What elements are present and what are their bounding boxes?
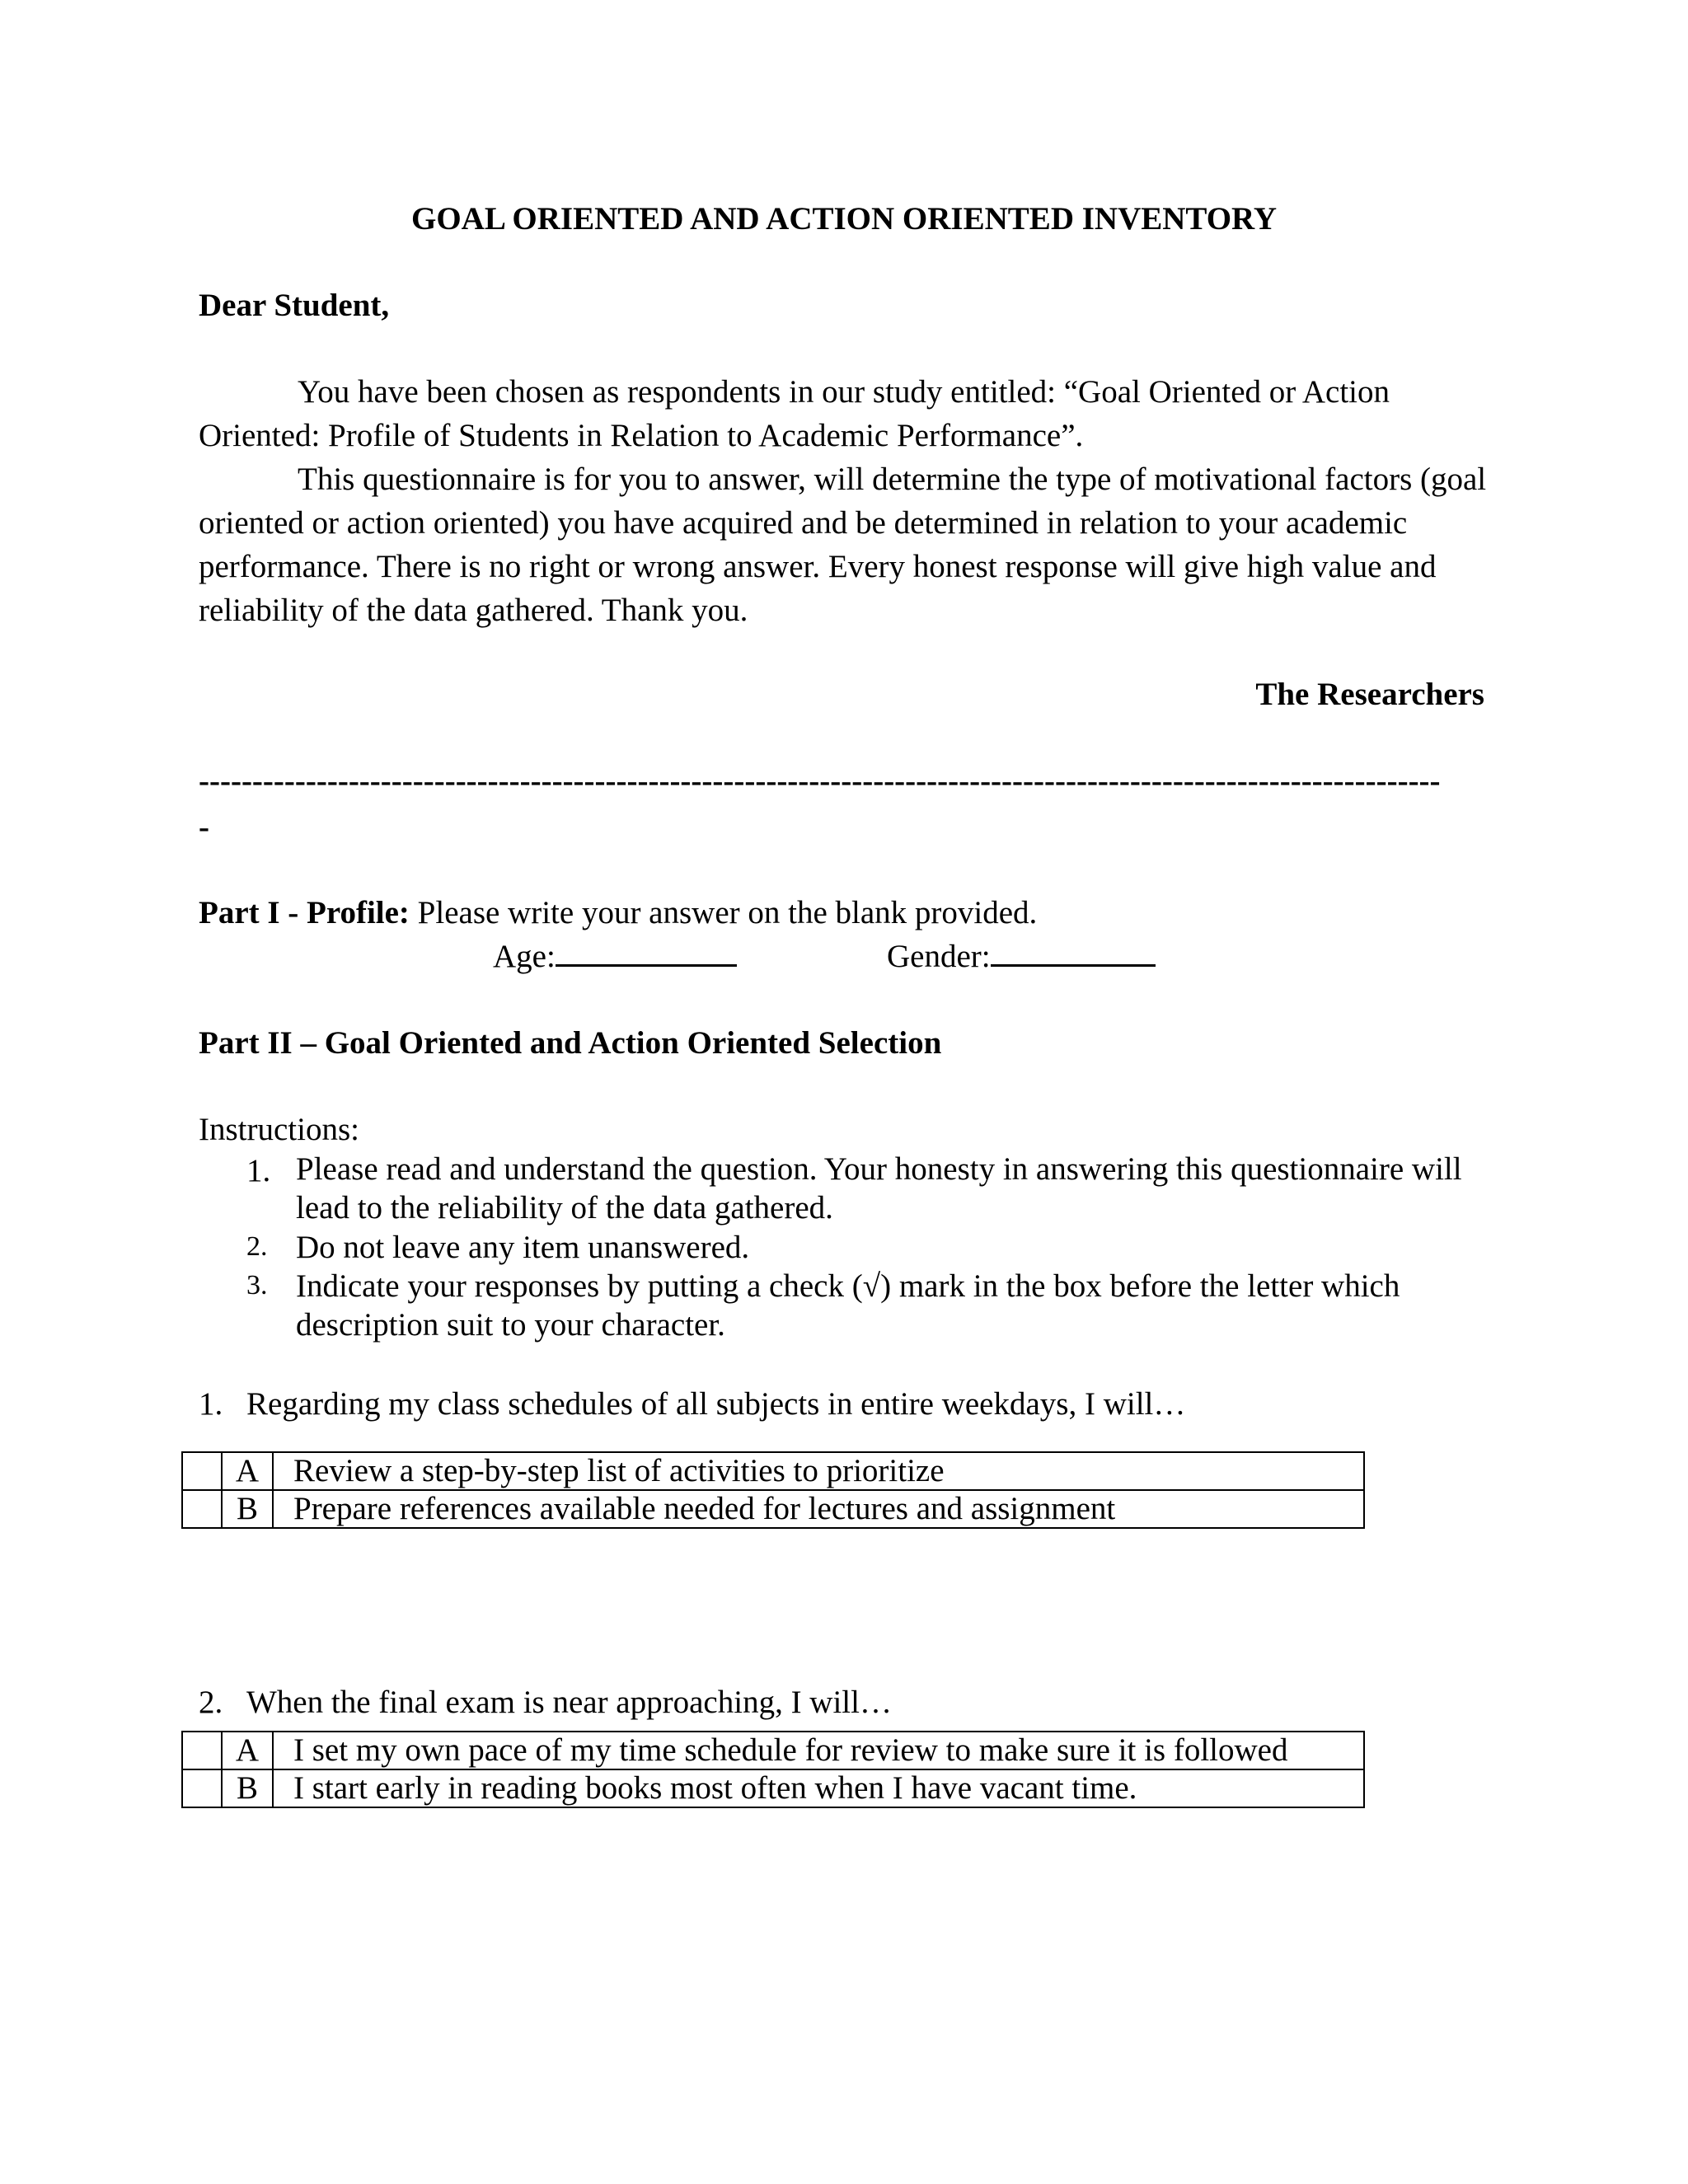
option-checkbox[interactable]: [182, 1490, 222, 1528]
option-text: I start early in reading books most often when I have vacant time.: [273, 1769, 1364, 1807]
option-text: I set my own pace of my time schedule for review to make sure it is followed: [273, 1732, 1364, 1769]
part2-heading: Part II – Goal Oriented and Action Oriented Selection: [199, 1025, 942, 1061]
question-1-options: [181, 1451, 1365, 1529]
gender-field[interactable]: [887, 935, 1156, 979]
option-row: [182, 1490, 1364, 1528]
instruction-text: Please read and understand the question. Your honesty in answering this questionnaire will lead to the reliability of the data gathered.: [296, 1151, 1462, 1226]
part1-instruction: Please write your answer on the blank provided.: [409, 895, 1038, 930]
instructions-label: Instructions:: [199, 1112, 359, 1147]
option-checkbox[interactable]: [182, 1769, 222, 1807]
question-2: [199, 1681, 892, 1725]
question-text: Regarding my class schedules of all subjects in entire weekdays, I will…: [246, 1386, 1186, 1422]
divider-line: --------------------------------------------------------------------------------------------------------------------: [199, 763, 1441, 799]
question-number: 2.: [199, 1685, 223, 1720]
option-checkbox[interactable]: [182, 1452, 222, 1490]
intro-paragraph-2-text: This questionnaire is for you to answer, will determine the type of motivational factors (goal oriented or action oriented) you have acquired and be determined in relation to your academic performance. There is no right or wrong answer. Every honest response will give high value and reliability of the data gathered. Thank you.: [199, 462, 1487, 628]
option-checkbox[interactable]: [182, 1732, 222, 1769]
instruction-text: Indicate your responses by putting a check (√) mark in the box before the letter which description suit to your character.: [296, 1268, 1400, 1343]
instruction-number: 2.: [246, 1231, 268, 1262]
age-label: Age:: [493, 939, 556, 975]
salutation: Dear Student,: [199, 288, 390, 323]
question-2-options: [181, 1731, 1365, 1808]
signature: The Researchers: [1255, 677, 1484, 712]
instruction-number: 3.: [246, 1270, 268, 1301]
option-letter: B: [222, 1769, 273, 1807]
part1-section: [199, 892, 1037, 935]
option-letter: A: [222, 1732, 273, 1769]
option-text: Prepare references available needed for lectures and assignment: [273, 1490, 1364, 1528]
option-letter: A: [222, 1452, 273, 1490]
part1-heading: Part I - Profile:: [199, 895, 410, 930]
option-row: [182, 1732, 1364, 1769]
age-field[interactable]: [493, 935, 737, 979]
page-title: GOAL ORIENTED AND ACTION ORIENTED INVENTORY: [410, 201, 1278, 237]
question-text: When the final exam is near approaching, I will…: [246, 1685, 892, 1720]
intro-paragraph-1: [199, 370, 1493, 457]
divider-line-end: -: [199, 809, 209, 845]
intro-paragraph-1-text: You have been chosen as respondents in our study entitled: “Goal Oriented or Action Oriented: Profile of Students in Relation to Academic Performance”.: [199, 374, 1390, 453]
instruction-number: 1.: [246, 1153, 271, 1188]
gender-label: Gender:: [887, 939, 991, 975]
option-letter: B: [222, 1490, 273, 1528]
gender-blank[interactable]: [991, 935, 1156, 967]
option-text: Review a step-by-step list of activities to prioritize: [273, 1452, 1364, 1490]
option-row: [182, 1452, 1364, 1490]
question-1: [199, 1383, 1185, 1427]
option-row: [182, 1769, 1364, 1807]
instruction-text: Do not leave any item unanswered.: [296, 1230, 750, 1265]
question-number: 1.: [199, 1386, 223, 1422]
age-blank[interactable]: [556, 935, 737, 967]
intro-paragraph-2: [199, 457, 1493, 632]
